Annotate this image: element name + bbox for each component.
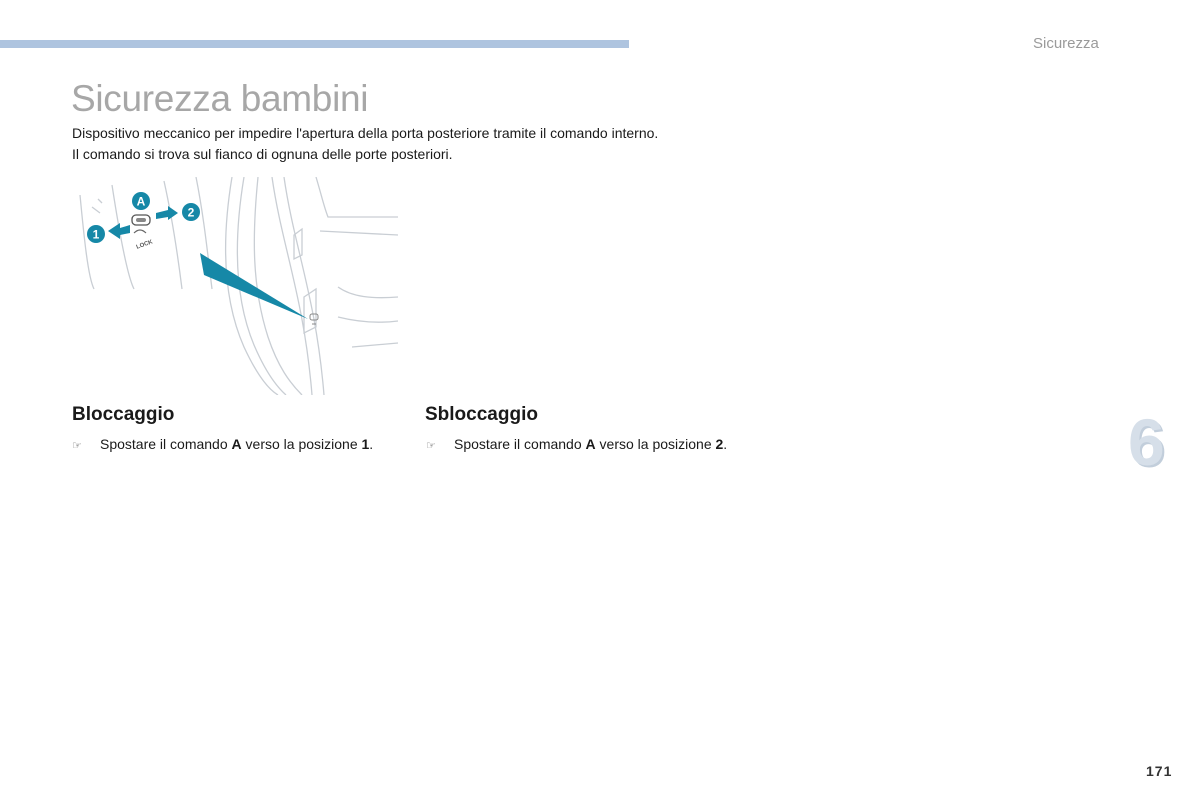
callout-2 <box>182 203 200 221</box>
pointer-wedge <box>200 253 308 319</box>
page-number: 171 <box>1146 763 1173 779</box>
position-number: 2 <box>715 436 724 452</box>
control-letter: A <box>585 436 596 452</box>
chapter-number: 6 <box>1128 405 1165 479</box>
position-number: 1 <box>361 436 370 452</box>
locking-step <box>72 436 373 452</box>
pointing-hand-icon: ☞ <box>72 440 82 452</box>
callout-2-label: 2 <box>187 205 195 220</box>
intro-line-1: Dispositivo meccanico per impedire l'apertura della porta posteriore tramite il comando interno. <box>72 125 659 141</box>
control-letter: A <box>231 436 242 452</box>
unlocking-step <box>426 436 727 452</box>
callout-1-label: 1 <box>92 227 100 242</box>
arrow-to-2 <box>156 206 178 220</box>
intro-text <box>72 123 658 165</box>
child-lock-illustration <box>72 177 398 395</box>
locking-heading: Bloccaggio <box>72 404 175 425</box>
unlocking-step-text: Spostare il comando A verso la posizione 2. <box>454 436 728 452</box>
door-drawing <box>72 177 398 395</box>
pointing-hand-icon: ☞ <box>426 440 436 452</box>
callout-a-label: A <box>136 194 146 209</box>
callout-a <box>132 192 150 210</box>
locking-step-text: Spostare il comando A verso la posizione 1. <box>100 436 374 452</box>
callout-1 <box>87 225 105 243</box>
arrow-to-1 <box>108 223 130 239</box>
header-accent-bar <box>0 40 629 48</box>
intro-line-2: Il comando si trova sul fianco di ognuna delle porte posteriori. <box>72 146 453 162</box>
lever-lock-text: LOCK <box>135 239 154 251</box>
page-title: Sicurezza bambini <box>71 78 369 119</box>
lever-control <box>132 215 154 251</box>
unlocking-heading: Sbloccaggio <box>425 404 538 425</box>
section-label: Sicurezza <box>1033 35 1099 52</box>
